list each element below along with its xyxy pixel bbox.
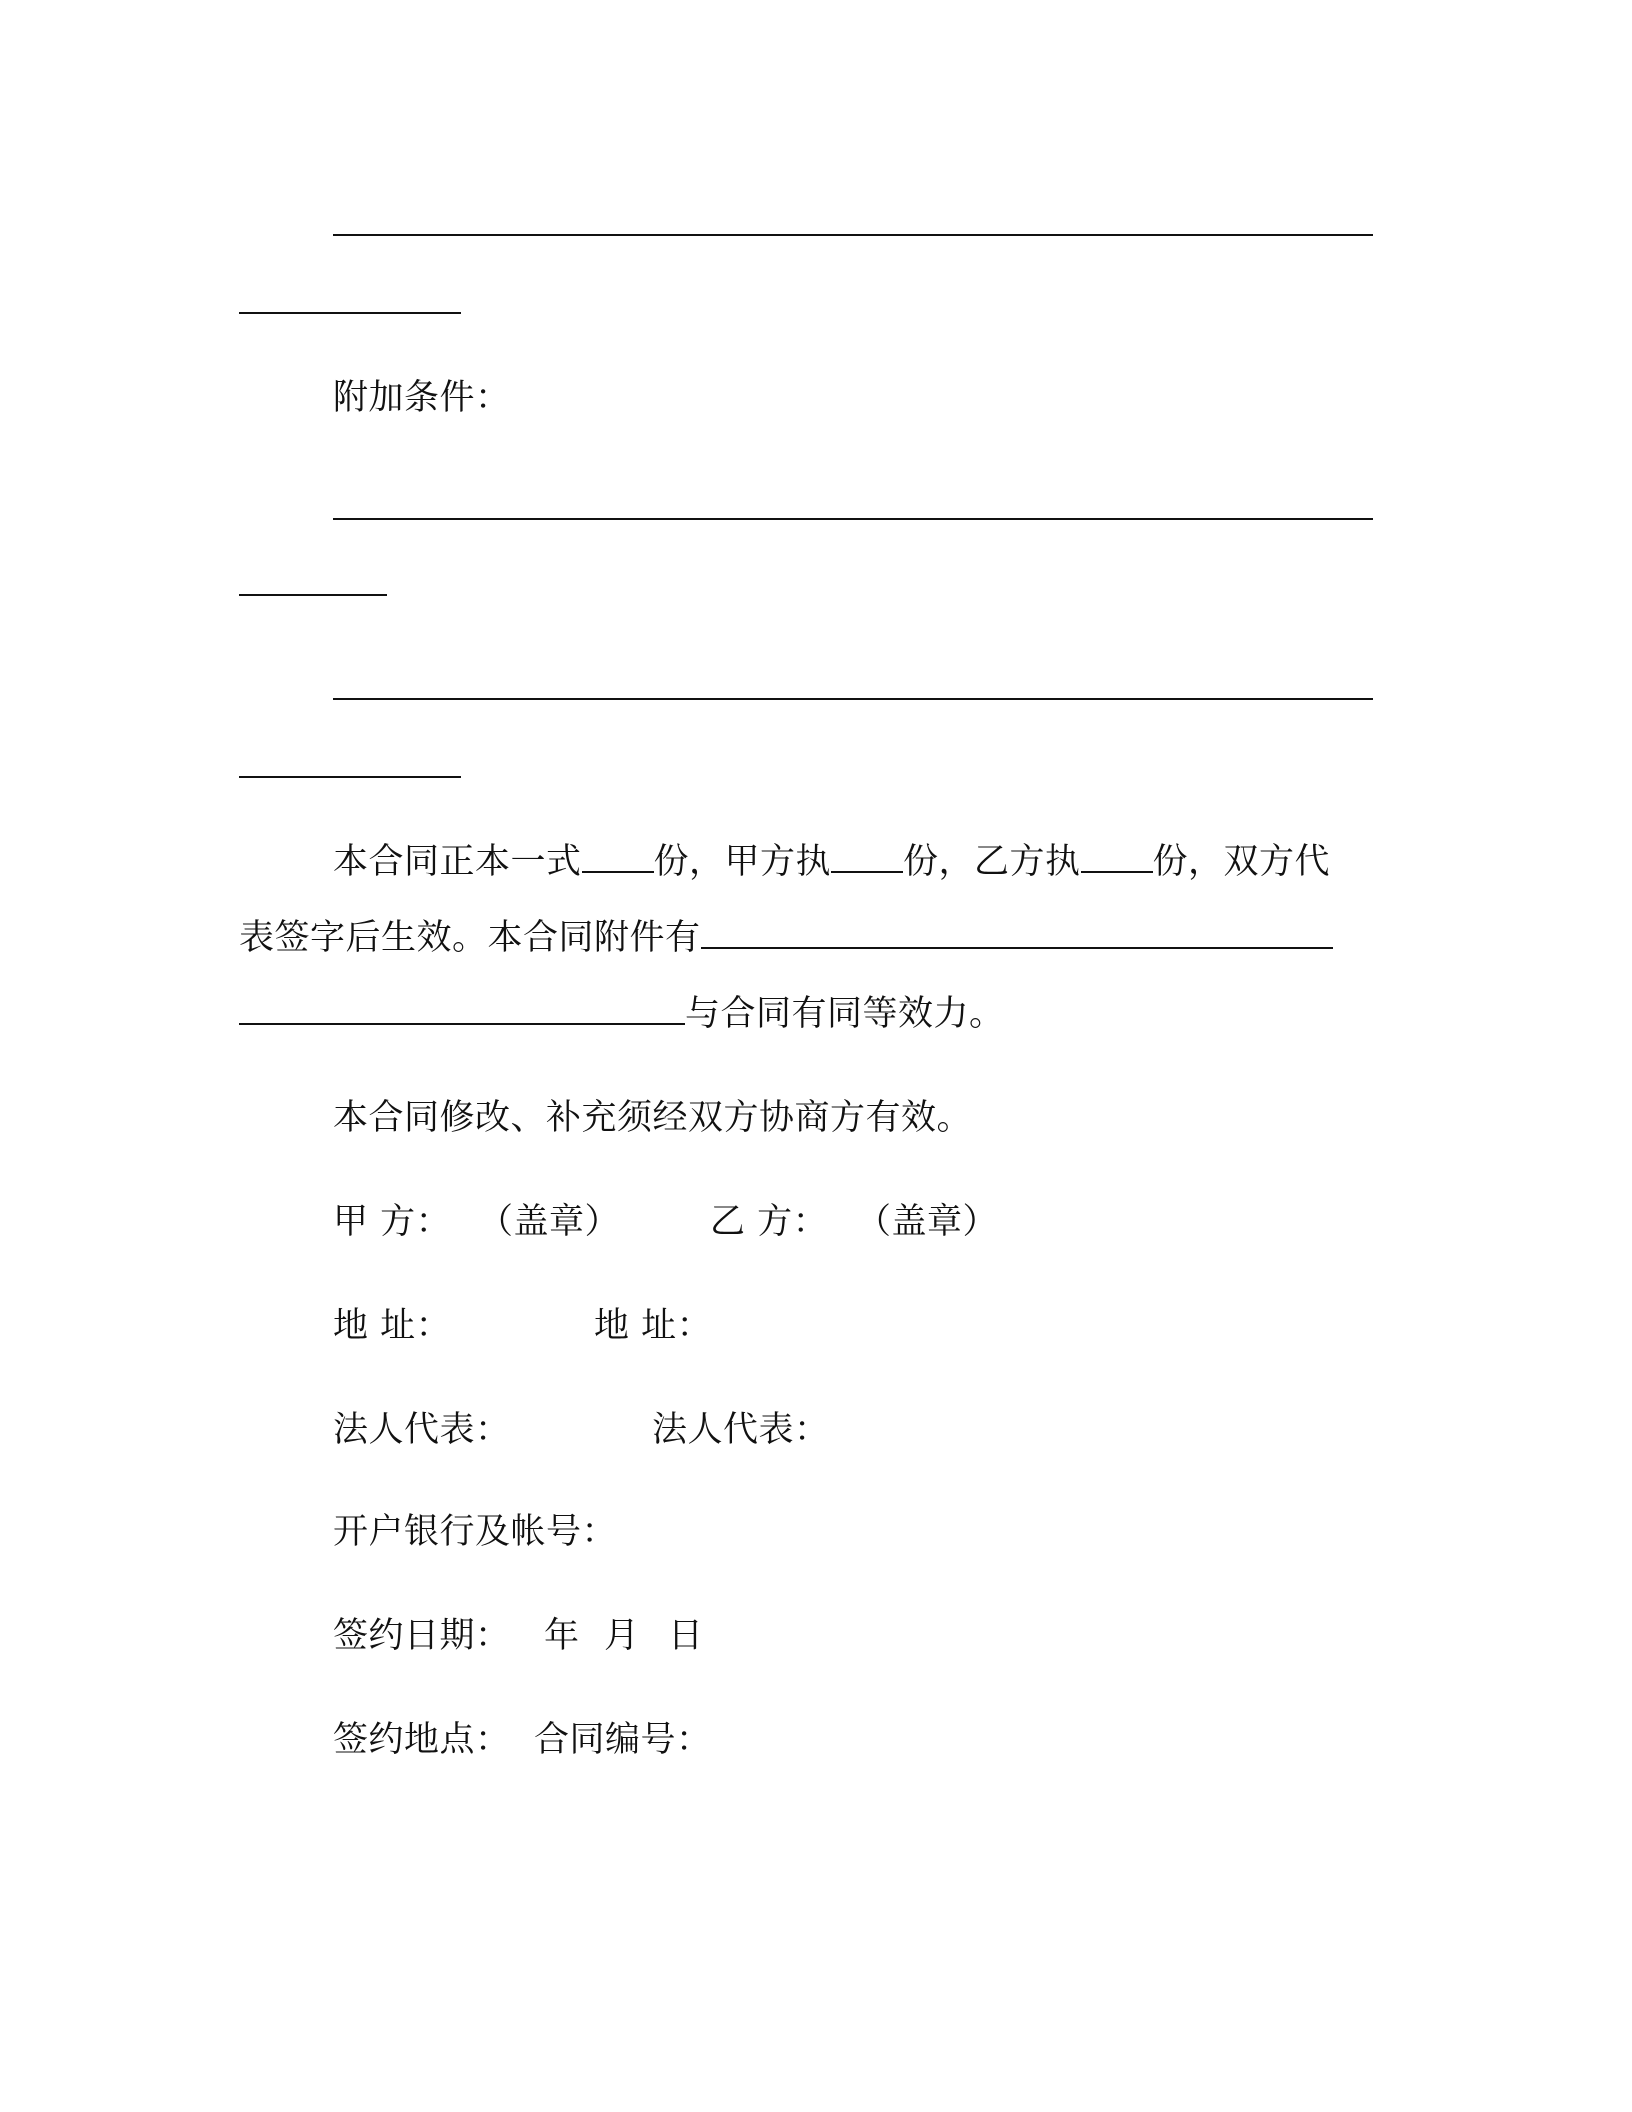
copies-party-b-blank — [1081, 841, 1153, 873]
copies-clause-text-2: 份，甲方执 — [653, 842, 832, 882]
copies-clause-line-2 — [239, 916, 1333, 960]
blank-line-3a — [333, 698, 1373, 700]
copies-clause-text-3: 份，乙方执 — [903, 842, 1081, 882]
additional-conditions-heading: 附加条件： — [333, 378, 511, 418]
sign-date-year: 年 — [544, 1616, 580, 1656]
blank-line-2a — [333, 518, 1373, 520]
blank-line-3b — [239, 776, 461, 778]
copies-clause-line-3 — [239, 992, 1005, 1036]
sign-date-day: 日 — [668, 1616, 704, 1656]
copies-clause-text-4: 份，双方代 — [1152, 842, 1331, 882]
copies-clause-text-5: 表签字后生效。本合同附件有 — [239, 918, 701, 958]
copies-total-blank — [582, 841, 654, 873]
legal-rep-a-label: 法人代表： — [333, 1410, 511, 1450]
contract-no-label: 合同编号： — [534, 1720, 712, 1760]
party-a-seal: （盖章） — [478, 1202, 621, 1242]
sign-date-month: 月 — [604, 1616, 640, 1656]
sign-date-label: 签约日期： — [333, 1616, 511, 1656]
party-a-label: 甲 方： — [333, 1202, 452, 1242]
party-b-label: 乙 方： — [710, 1202, 829, 1242]
attachments-blank — [701, 917, 1333, 949]
address-b-label: 地 址： — [594, 1306, 713, 1346]
legal-rep-b-label: 法人代表： — [652, 1410, 830, 1450]
blank-line-1a — [333, 234, 1373, 236]
bank-account-label: 开户银行及帐号： — [333, 1512, 618, 1552]
party-b-seal: （盖章） — [856, 1202, 999, 1242]
copies-party-a-blank — [831, 841, 903, 873]
blank-line-1b — [239, 312, 461, 314]
copies-clause-text-6: 与合同有同等效力。 — [685, 994, 1005, 1034]
sign-place-label: 签约地点： — [333, 1720, 511, 1760]
attachments-blank-cont — [239, 993, 685, 1025]
amendment-clause: 本合同修改、补充须经双方协商方有效。 — [333, 1098, 973, 1138]
blank-line-2b — [239, 594, 387, 596]
copies-clause-line-1 — [333, 840, 1330, 884]
address-a-label: 地 址： — [333, 1306, 452, 1346]
copies-clause-text-1: 本合同正本一式 — [333, 842, 582, 882]
